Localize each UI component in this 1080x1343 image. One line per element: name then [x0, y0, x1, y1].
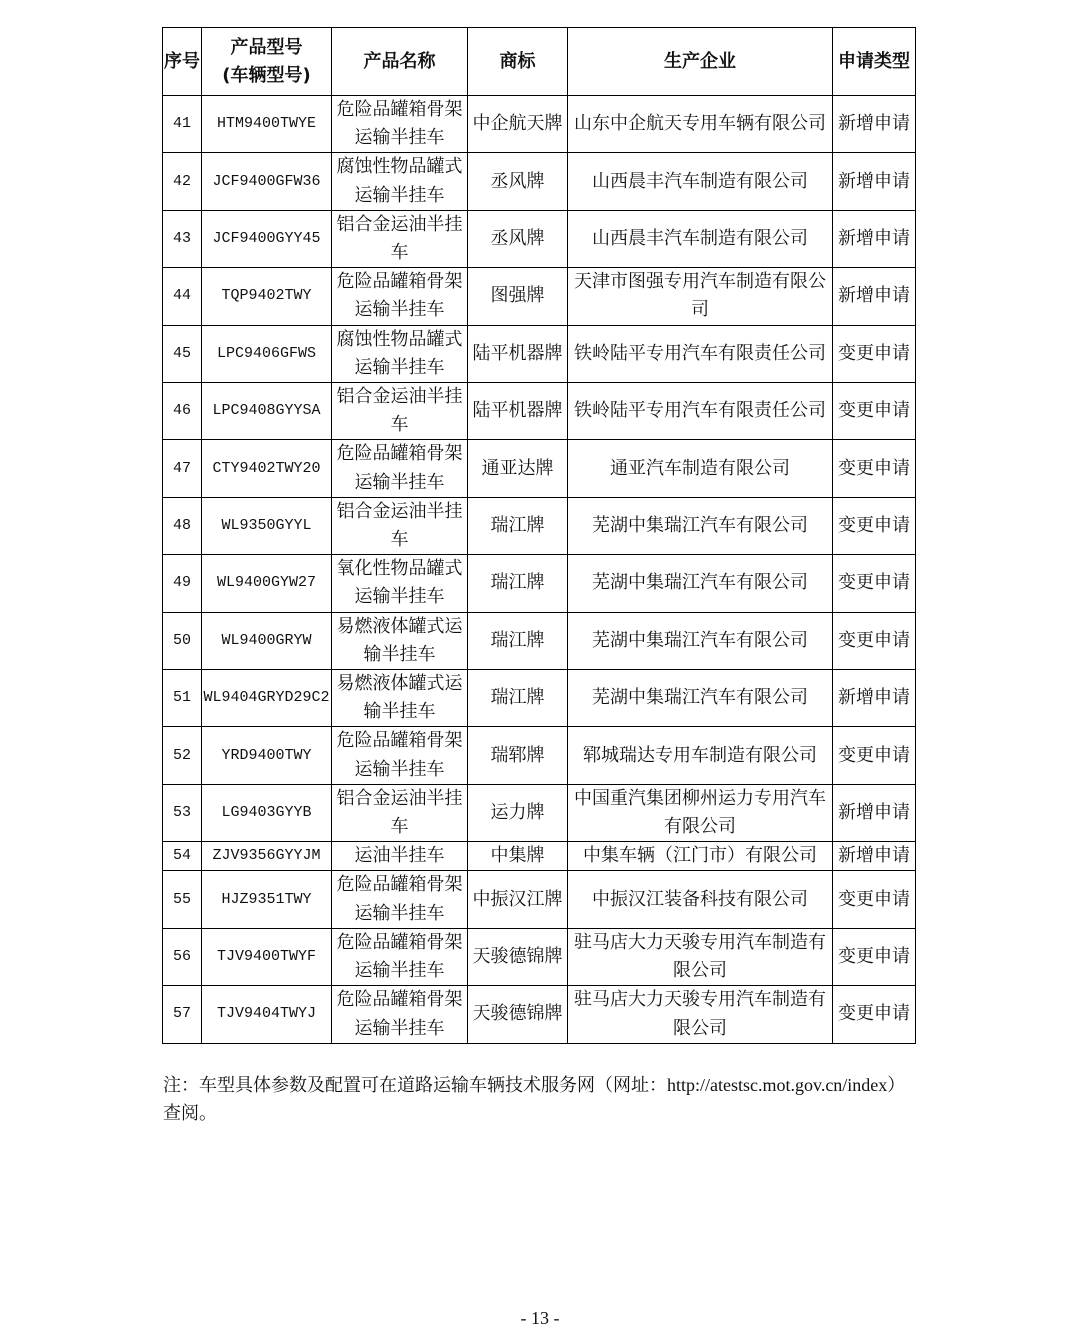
application-type: 变更申请 [833, 440, 916, 497]
table-row [163, 986, 916, 1043]
product-name: 危险品罐箱骨架运输半挂车 [332, 986, 468, 1043]
application-type: 新增申请 [833, 268, 916, 325]
product-name: 危险品罐箱骨架运输半挂车 [332, 440, 468, 497]
product-name: 铝合金运油半挂车 [332, 210, 468, 267]
row-number: 49 [163, 555, 202, 612]
table-row [163, 727, 916, 784]
manufacturer: 芜湖中集瑞江汽车有限公司 [568, 497, 833, 554]
brand: 丞风牌 [468, 153, 568, 210]
product-name: 危险品罐箱骨架运输半挂车 [332, 871, 468, 928]
header-product-name: 产品名称 [332, 28, 468, 96]
table-row [163, 153, 916, 210]
table-row [163, 784, 916, 841]
table-row [163, 842, 916, 871]
product-model: TJV9404TWYJ [202, 986, 332, 1043]
table-row [163, 210, 916, 267]
application-type: 新增申请 [833, 210, 916, 267]
manufacturer: 中国重汽集团柳州运力专用汽车有限公司 [568, 784, 833, 841]
row-number: 45 [163, 325, 202, 382]
brand: 瑞江牌 [468, 497, 568, 554]
manufacturer: 山西晨丰汽车制造有限公司 [568, 210, 833, 267]
table-row [163, 383, 916, 440]
table-row [163, 268, 916, 325]
manufacturer: 芜湖中集瑞江汽车有限公司 [568, 612, 833, 669]
manufacturer: 驻马店大力天骏专用汽车制造有限公司 [568, 928, 833, 985]
product-name: 危险品罐箱骨架运输半挂车 [332, 727, 468, 784]
manufacturer: 铁岭陆平专用汽车有限责任公司 [568, 325, 833, 382]
header-brand: 商标 [468, 28, 568, 96]
manufacturer: 郓城瑞达专用车制造有限公司 [568, 727, 833, 784]
brand: 通亚达牌 [468, 440, 568, 497]
row-number: 46 [163, 383, 202, 440]
manufacturer: 铁岭陆平专用汽车有限责任公司 [568, 383, 833, 440]
product-model: TQP9402TWY [202, 268, 332, 325]
row-number: 41 [163, 96, 202, 153]
product-model: WL9404GRYD29C2 [202, 670, 332, 727]
product-model: WL9400GYW27 [202, 555, 332, 612]
header-product-model-line1: 产品型号 [230, 36, 303, 58]
footnote-line2: 查阅。 [163, 1103, 217, 1123]
product-model: HJZ9351TWY [202, 871, 332, 928]
table-row [163, 440, 916, 497]
brand: 天骏德锦牌 [468, 986, 568, 1043]
row-number: 43 [163, 210, 202, 267]
row-number: 44 [163, 268, 202, 325]
manufacturer: 中振汉江装备科技有限公司 [568, 871, 833, 928]
header-index: 序号 [163, 28, 202, 96]
product-model: HTM9400TWYE [202, 96, 332, 153]
application-type: 变更申请 [833, 497, 916, 554]
vehicle-product-table [162, 27, 916, 1044]
application-type: 变更申请 [833, 612, 916, 669]
product-model: LPC9406GFWS [202, 325, 332, 382]
product-name: 铝合金运油半挂车 [332, 497, 468, 554]
product-name: 危险品罐箱骨架运输半挂车 [332, 928, 468, 985]
manufacturer: 中集车辆（江门市）有限公司 [568, 842, 833, 871]
table-row [163, 612, 916, 669]
table-row [163, 670, 916, 727]
product-name: 危险品罐箱骨架运输半挂车 [332, 96, 468, 153]
row-number: 47 [163, 440, 202, 497]
product-model: WL9400GRYW [202, 612, 332, 669]
product-name: 铝合金运油半挂车 [332, 383, 468, 440]
application-type: 变更申请 [833, 383, 916, 440]
brand: 中企航天牌 [468, 96, 568, 153]
product-name: 腐蚀性物品罐式运输半挂车 [332, 325, 468, 382]
header-product-model-line2: (车辆型号) [222, 64, 311, 86]
product-name: 腐蚀性物品罐式运输半挂车 [332, 153, 468, 210]
brand: 图强牌 [468, 268, 568, 325]
manufacturer: 山西晨丰汽车制造有限公司 [568, 153, 833, 210]
application-type: 新增申请 [833, 670, 916, 727]
brand: 瑞江牌 [468, 670, 568, 727]
product-name: 铝合金运油半挂车 [332, 784, 468, 841]
product-name: 运油半挂车 [332, 842, 468, 871]
application-type: 新增申请 [833, 96, 916, 153]
product-model: ZJV9356GYYJM [202, 842, 332, 871]
brand: 中振汉江牌 [468, 871, 568, 928]
table-row [163, 325, 916, 382]
row-number: 51 [163, 670, 202, 727]
row-number: 53 [163, 784, 202, 841]
footnote [163, 1071, 905, 1127]
table-row [163, 497, 916, 554]
application-type: 变更申请 [833, 871, 916, 928]
table-row [163, 96, 916, 153]
product-model: CTY9402TWY20 [202, 440, 332, 497]
product-model: WL9350GYYL [202, 497, 332, 554]
row-number: 52 [163, 727, 202, 784]
table-row [163, 928, 916, 985]
brand: 丞风牌 [468, 210, 568, 267]
product-model: JCF9400GYY45 [202, 210, 332, 267]
page-number: - 13 - [520, 1308, 560, 1328]
brand: 陆平机器牌 [468, 383, 568, 440]
manufacturer: 驻马店大力天骏专用汽车制造有限公司 [568, 986, 833, 1043]
product-model: YRD9400TWY [202, 727, 332, 784]
row-number: 54 [163, 842, 202, 871]
product-model: TJV9400TWYF [202, 928, 332, 985]
brand: 瑞郓牌 [468, 727, 568, 784]
application-type: 新增申请 [833, 153, 916, 210]
product-model: LG9403GYYB [202, 784, 332, 841]
row-number: 42 [163, 153, 202, 210]
footnote-line1: 注：车型具体参数及配置可在道路运输车辆技术服务网（网址：http://atestsc.mot.gov.cn/index） [163, 1075, 906, 1095]
brand: 中集牌 [468, 842, 568, 871]
table-header-row [163, 28, 916, 96]
brand: 瑞江牌 [468, 612, 568, 669]
row-number: 57 [163, 986, 202, 1043]
application-type: 新增申请 [833, 784, 916, 841]
application-type: 变更申请 [833, 986, 916, 1043]
brand: 天骏德锦牌 [468, 928, 568, 985]
manufacturer: 芜湖中集瑞江汽车有限公司 [568, 555, 833, 612]
product-name: 易燃液体罐式运输半挂车 [332, 670, 468, 727]
product-model: LPC9408GYYSA [202, 383, 332, 440]
manufacturer: 通亚汽车制造有限公司 [568, 440, 833, 497]
product-name: 氧化性物品罐式运输半挂车 [332, 555, 468, 612]
manufacturer: 天津市图强专用汽车制造有限公司 [568, 268, 833, 325]
table-row [163, 555, 916, 612]
row-number: 55 [163, 871, 202, 928]
row-number: 50 [163, 612, 202, 669]
brand: 瑞江牌 [468, 555, 568, 612]
row-number: 56 [163, 928, 202, 985]
application-type: 变更申请 [833, 928, 916, 985]
application-type: 变更申请 [833, 555, 916, 612]
manufacturer: 芜湖中集瑞江汽车有限公司 [568, 670, 833, 727]
header-application-type: 申请类型 [833, 28, 916, 96]
application-type: 新增申请 [833, 842, 916, 871]
brand: 陆平机器牌 [468, 325, 568, 382]
manufacturer: 山东中企航天专用车辆有限公司 [568, 96, 833, 153]
product-name: 危险品罐箱骨架运输半挂车 [332, 268, 468, 325]
application-type: 变更申请 [833, 727, 916, 784]
header-manufacturer: 生产企业 [568, 28, 833, 96]
header-product-model [202, 28, 332, 96]
application-type: 变更申请 [833, 325, 916, 382]
row-number: 48 [163, 497, 202, 554]
product-name: 易燃液体罐式运输半挂车 [332, 612, 468, 669]
brand: 运力牌 [468, 784, 568, 841]
table-row [163, 871, 916, 928]
product-model: JCF9400GFW36 [202, 153, 332, 210]
